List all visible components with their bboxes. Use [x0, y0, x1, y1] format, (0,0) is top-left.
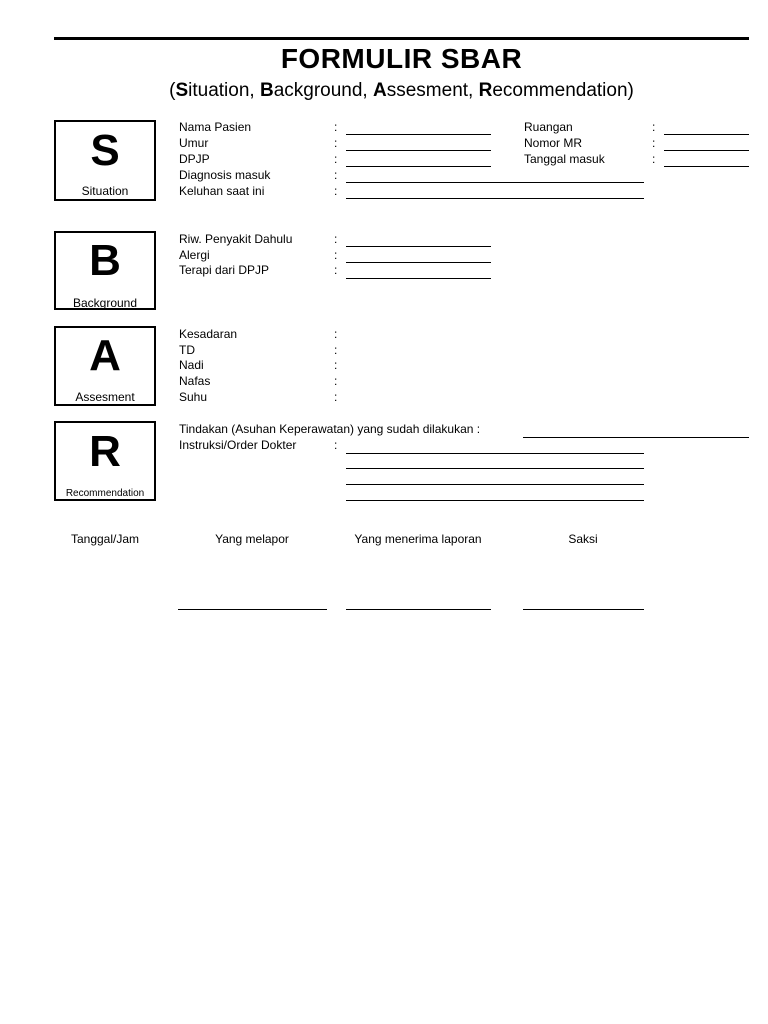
subtitle-open: ( [169, 80, 176, 101]
sig-label-saksi: Saksi [568, 532, 598, 546]
label-riwayat-penyakit: Riw. Penyakit Dahulu [179, 232, 293, 246]
subtitle-b-letter: B [259, 80, 274, 101]
label-td: TD [179, 343, 195, 357]
subtitle-a-rest: ssesment, [386, 80, 479, 101]
colon: : [334, 343, 338, 357]
field-keluhan[interactable] [346, 198, 644, 199]
colon: : [334, 374, 338, 388]
colon: : [334, 184, 338, 198]
situation-word: Situation [81, 184, 129, 198]
field-riwayat-penyakit[interactable] [346, 246, 491, 247]
field-ruangan[interactable] [664, 134, 749, 135]
label-terapi: Terapi dari DPJP [179, 263, 270, 277]
colon: : [652, 152, 656, 166]
field-instruksi-3[interactable] [346, 484, 644, 485]
subtitle-s-letter: S [175, 80, 189, 101]
sig-line-yang-melapor[interactable] [178, 609, 327, 610]
sig-line-saksi[interactable] [523, 609, 644, 610]
background-word: Background [72, 296, 138, 310]
colon: : [334, 390, 338, 404]
field-alergi[interactable] [346, 262, 491, 263]
label-umur: Umur [179, 136, 209, 150]
recommendation-box [54, 421, 156, 501]
field-instruksi-2[interactable] [346, 468, 644, 469]
field-instruksi-1[interactable] [346, 453, 644, 454]
label-suhu: Suhu [179, 390, 208, 404]
colon: : [334, 152, 338, 166]
subtitle-r-rest: ecommendation) [492, 80, 634, 101]
label-tindakan: Tindakan (Asuhan Keperawatan) yang sudah dilakukan : [179, 422, 481, 436]
field-nama-pasien[interactable] [346, 134, 491, 135]
label-keluhan: Keluhan saat ini [179, 184, 265, 198]
field-umur[interactable] [346, 150, 491, 151]
field-diagnosis-masuk[interactable] [346, 182, 644, 183]
colon: : [652, 120, 656, 134]
assesment-letter: A [89, 331, 121, 380]
label-nadi: Nadi [179, 358, 204, 372]
label-instruksi: Instruksi/Order Dokter [179, 438, 297, 452]
label-diagnosis-masuk: Diagnosis masuk [179, 168, 271, 182]
field-tanggal-masuk[interactable] [664, 166, 749, 167]
assesment-box [54, 326, 156, 406]
sig-label-tanggal-jam: Tanggal/Jam [70, 532, 140, 546]
label-ruangan: Ruangan [524, 120, 573, 134]
situation-letter: S [90, 126, 120, 175]
form-title: FORMULIR SBAR [280, 43, 523, 74]
label-nama-pasien: Nama Pasien [179, 120, 252, 134]
label-tanggal-masuk: Tanggal masuk [524, 152, 605, 166]
top-rule [54, 37, 749, 40]
form-subtitle [54, 80, 749, 102]
subtitle-b-rest: ackground, [273, 80, 373, 101]
assesment-word: Assesment [75, 390, 135, 404]
background-letter: B [89, 236, 121, 285]
label-alergi: Alergi [179, 248, 210, 262]
colon: : [334, 136, 338, 150]
subtitle-r-letter: R [478, 80, 493, 101]
label-nafas: Nafas [179, 374, 211, 388]
field-terapi[interactable] [346, 278, 491, 279]
colon: : [334, 120, 338, 134]
recommendation-letter: R [89, 427, 121, 476]
colon: : [334, 358, 338, 372]
subtitle-s-rest: ituation, [188, 80, 260, 101]
label-dpjp: DPJP [179, 152, 210, 166]
colon: : [652, 136, 656, 150]
field-dpjp[interactable] [346, 166, 491, 167]
label-nomor-mr: Nomor MR [524, 136, 583, 150]
field-instruksi-4[interactable] [346, 500, 644, 501]
colon: : [334, 263, 338, 277]
colon: : [334, 168, 338, 182]
situation-box [54, 120, 156, 201]
colon: : [334, 327, 338, 341]
background-box [54, 231, 156, 310]
subtitle-a-letter: A [373, 80, 387, 101]
field-nomor-mr[interactable] [664, 150, 749, 151]
colon: : [334, 232, 338, 246]
sig-label-yang-melapor: Yang melapor [215, 532, 289, 546]
recommendation-word: Recommendation [65, 488, 145, 499]
colon: : [334, 248, 338, 262]
sig-label-yang-menerima: Yang menerima laporan [354, 532, 482, 546]
label-kesadaran: Kesadaran [179, 327, 238, 341]
colon: : [334, 438, 338, 452]
field-tindakan[interactable] [523, 437, 749, 438]
sig-line-yang-menerima[interactable] [346, 609, 491, 610]
